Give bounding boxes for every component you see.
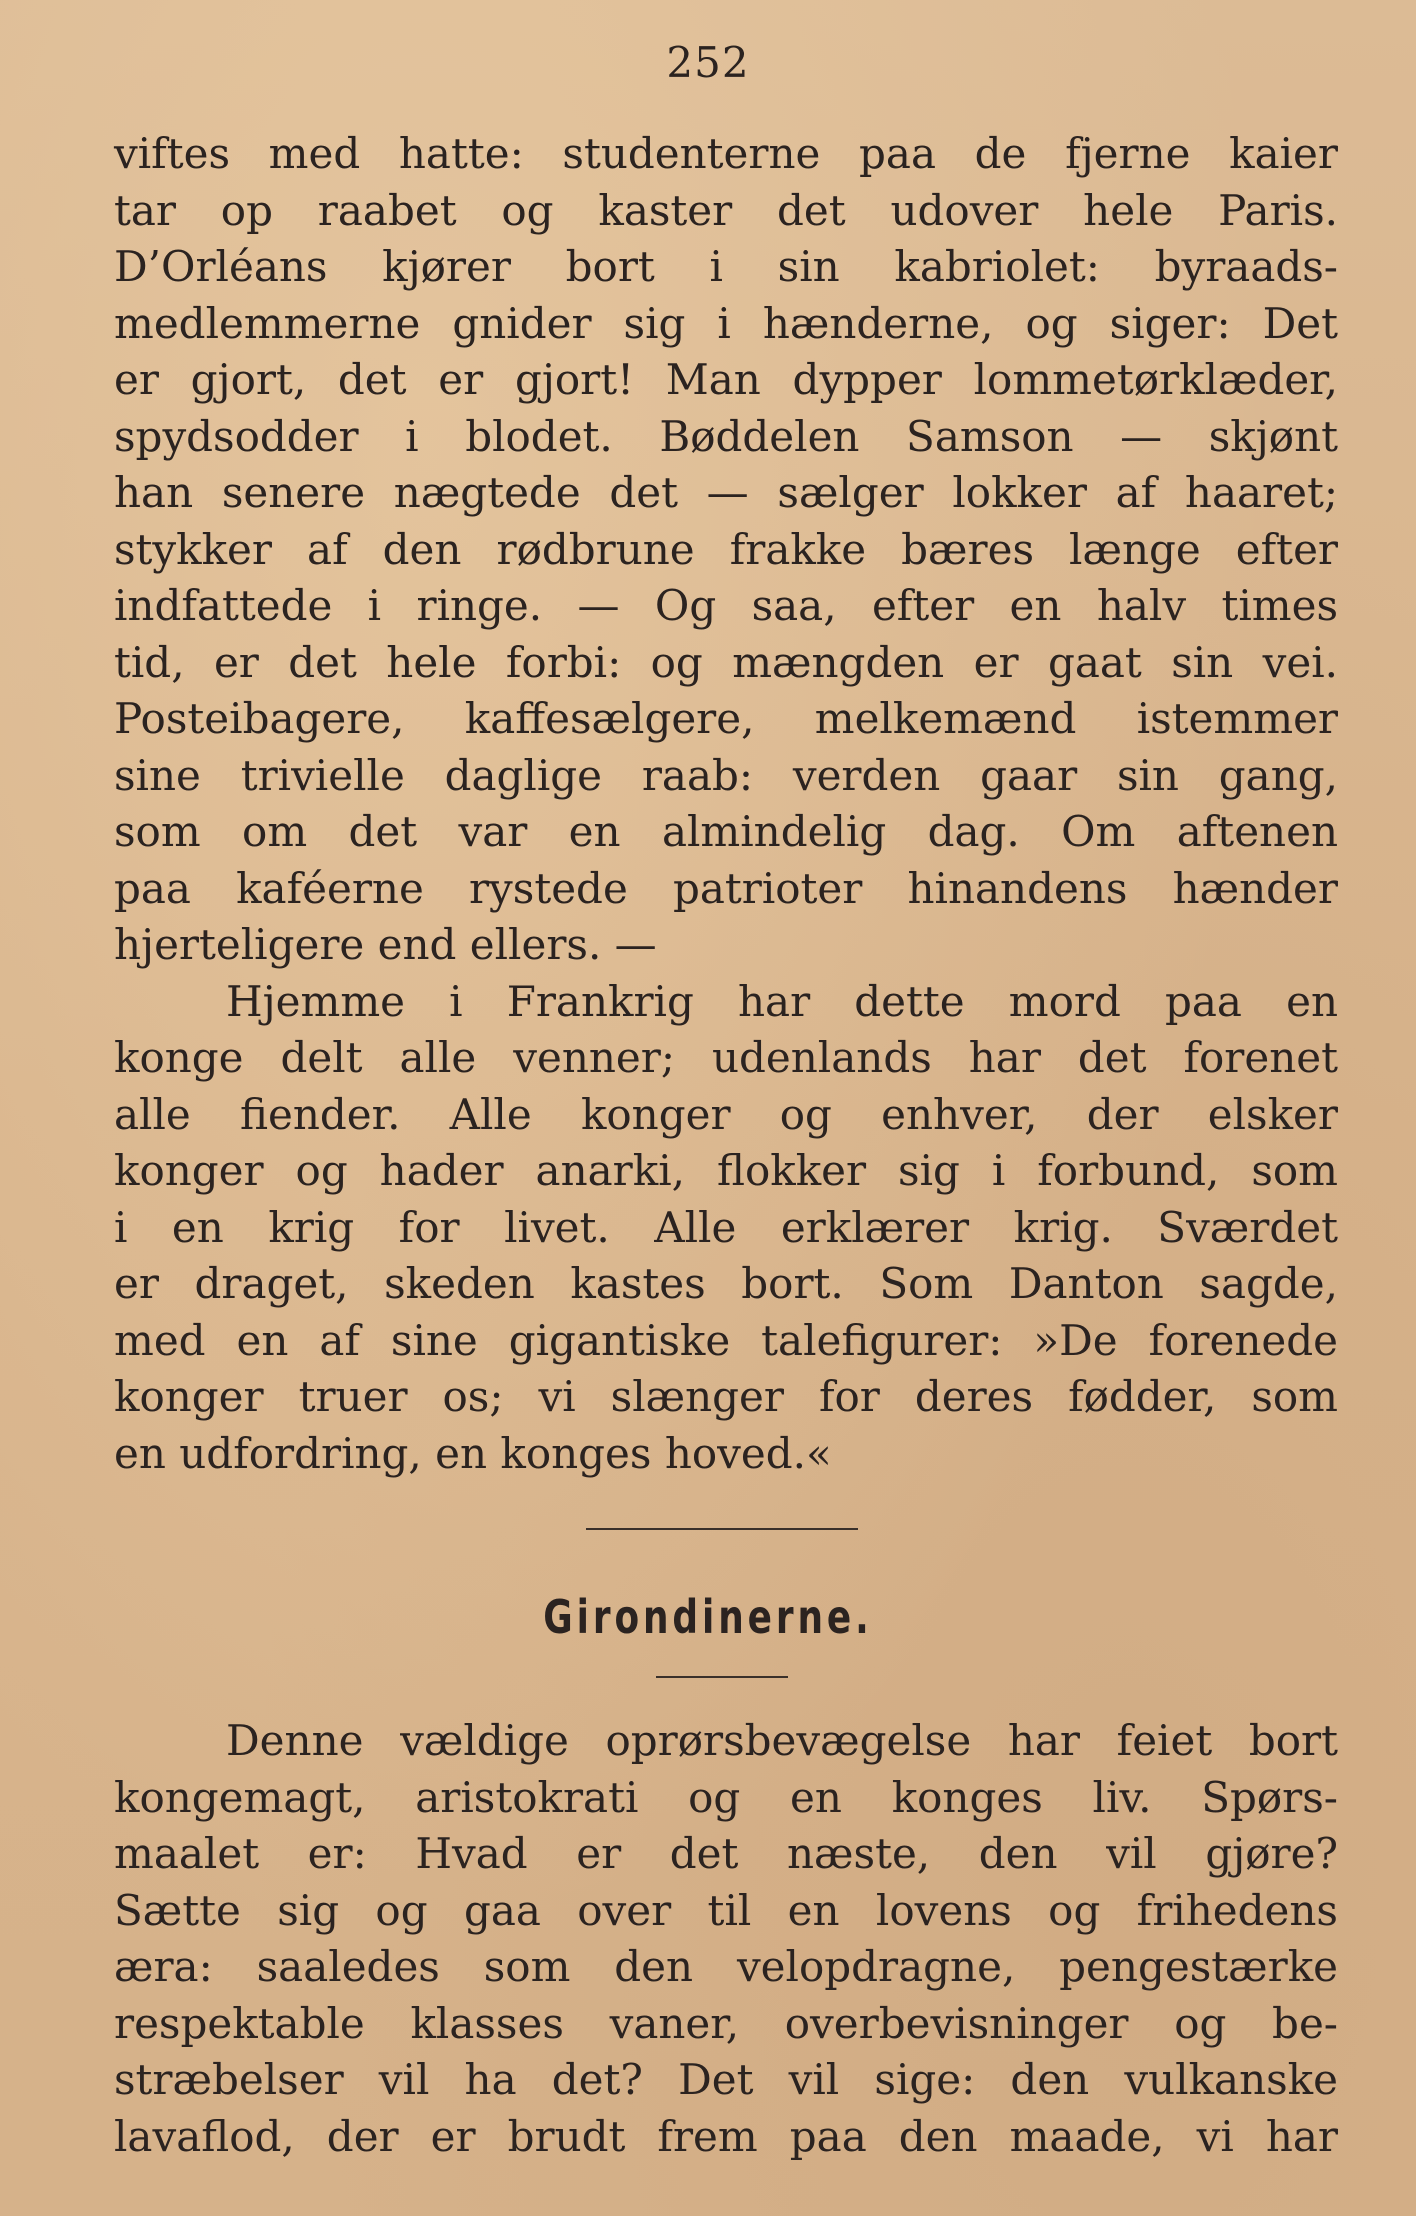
- text-line: spydsodder i blodet. Bøddelen Samson — skjønt: [114, 411, 1338, 461]
- text-line: er draget, skeden kastes bort. Som Danton sagde,: [114, 1259, 1338, 1308]
- text-line: sine trivielle daglige raab: verden gaar sin gang,: [114, 750, 1338, 800]
- text-line: konger og hader anarki, flokker sig i forbund, som: [114, 1146, 1338, 1195]
- text-line: medlemmerne gnider sig i hænderne, og siger: Det: [114, 298, 1338, 348]
- text-line: med en af sine gigantiske talefigurer: »De forenede: [114, 1315, 1338, 1365]
- text-line: som om det var en almindelig dag. Om aftenen: [114, 807, 1338, 856]
- text-line: stykker af den rødbrune frakke bæres længe efter: [114, 524, 1338, 574]
- text-line: paa kaféerne rystede patrioter hinandens hænder: [114, 863, 1338, 913]
- text-line: respektable klasses vaner, overbevisninger og be-: [114, 1998, 1338, 2048]
- text-line: er gjort, det er gjort! Man dypper lommetørklæder,: [114, 355, 1338, 404]
- section-divider-rule: [586, 1528, 858, 1530]
- text-line: tar op raabet og kaster det udover hele Paris.: [114, 185, 1338, 235]
- text-line: maalet er: Hvad er det næste, den vil gjøre?: [114, 1829, 1338, 1878]
- text-line: tid, er det hele forbi: og mængden er gaat sin vei.: [114, 637, 1338, 687]
- section-heading: Girondinerne.: [543, 1590, 873, 1644]
- text-line: stræbelser vil ha det? Det vil sige: den vulkanske: [114, 2055, 1338, 2104]
- text-line: D’Orléans kjører bort i sin kabriolet: byraads-: [114, 242, 1338, 291]
- heading-underline-rule: [656, 1676, 788, 1678]
- text-line: han senere nægtede det — sælger lokker af haaret;: [114, 468, 1338, 517]
- text-block-2: [114, 1713, 1338, 2165]
- paragraph-start-line: Denne vældige oprørsbevægelse har feiet bort: [226, 1716, 1338, 1765]
- text-line: en udfordring, en konges hoved.«: [114, 1428, 832, 1478]
- text-block-1: [114, 126, 1338, 1482]
- text-line: konge delt alle venner; udenlands har det forenet: [114, 1033, 1338, 1082]
- text-line: lavaflod, der er brudt frem paa den maade, vi har: [114, 2111, 1338, 2161]
- paragraph-start-line: Hjemme i Frankrig har dette mord paa en: [226, 976, 1338, 1026]
- text-line: i en krig for livet. Alle erklærer krig. Sværdet: [114, 1202, 1338, 1252]
- text-line: æra: saaledes som den velopdragne, pengestærke: [114, 1942, 1338, 1991]
- text-line: Posteibagere, kaffesælgere, melkemænd istemmer: [114, 694, 1338, 743]
- text-line: hjerteligere end ellers. —: [114, 920, 657, 969]
- text-line: konger truer os; vi slænger for deres fødder, som: [114, 1372, 1338, 1421]
- text-line: viftes med hatte: studenterne paa de fjerne kaier: [114, 129, 1338, 178]
- text-line: alle fiender. Alle konger og enhver, der elsker: [114, 1089, 1338, 1139]
- page-number: 252: [666, 38, 750, 87]
- text-line: indfattede i ringe. — Og saa, efter en halv times: [114, 581, 1338, 630]
- text-line: kongemagt, aristokrati og en konges liv. Spørs-: [114, 1772, 1338, 1822]
- text-line: Sætte sig og gaa over til en lovens og frihedens: [114, 1885, 1338, 1935]
